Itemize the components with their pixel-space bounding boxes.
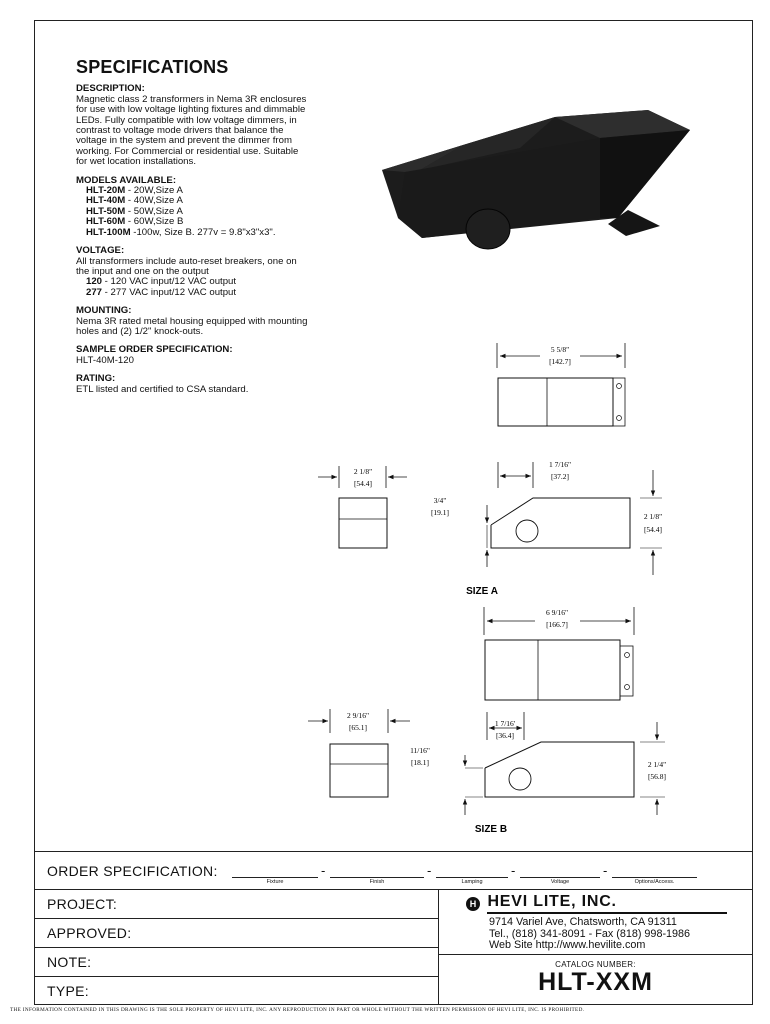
product-render-image — [382, 110, 690, 249]
size-a-end-width-mm: [54.4] — [353, 479, 373, 488]
size-a-height-mm: [54.4] — [643, 525, 663, 534]
size-a-step-height: 3/4" — [433, 496, 447, 505]
company-address: 9714 Variel Ave, Chatsworth, CA 91311 — [489, 916, 677, 928]
legal-footer: THE INFORMATION CONTAINED IN THIS DRAWING IS THE SOLE PROPERTY OF HEVI LITE, INC. ANY REPRODUCTION IN PART OR WHOLE WITHOUT THE WRITTEN PERMISSION OF HEVI LITE, INC. IS PROHIBITED. — [10, 1007, 585, 1013]
project-label: PROJECT: — [47, 896, 118, 912]
voltage-item: 120 - 120 VAC input/12 VAC output — [86, 276, 237, 288]
lamping-caption: Lamping — [461, 879, 483, 885]
catalog-box — [438, 954, 753, 1006]
sample-order-text: HLT-40M-120 — [76, 354, 134, 366]
size-a-end-width: 2 1/8" — [353, 467, 373, 476]
size-b-height: 2 1/4" — [647, 760, 667, 769]
company-name: HEVI LITE, INC. — [487, 893, 727, 914]
options-caption: Options/Access. — [634, 879, 675, 885]
size-b-height-mm: [56.8] — [647, 772, 667, 781]
size-a-slope-length: 1 7/16" — [548, 460, 572, 469]
fixture-caption: Fixture — [266, 879, 284, 885]
company-phone: Tel., (818) 341-8091 - Fax (818) 998-1986 — [489, 927, 691, 940]
hevi-lite-logo-icon: H — [466, 897, 480, 911]
company-block — [466, 893, 746, 952]
type-row[interactable] — [34, 976, 438, 1005]
field-separator: - — [603, 863, 608, 878]
finish-field[interactable] — [330, 863, 424, 885]
size-b-label: SIZE B — [474, 824, 508, 835]
company-website[interactable]: Web Site http://www.hevilite.com — [489, 939, 646, 951]
model-item: HLT-60M - 60W,Size B — [86, 216, 184, 228]
size-a-label: SIZE A — [466, 586, 498, 597]
type-label: TYPE: — [47, 983, 89, 999]
note-row[interactable] — [34, 947, 438, 976]
size-b-top-length: 6 9/16" — [545, 608, 569, 617]
field-separator: - — [511, 863, 516, 878]
size-a-side-view — [487, 462, 662, 575]
mounting-text: Nema 3R rated metal housing equipped with mounting holes and (2) 1/2" knock-outs. — [76, 315, 308, 337]
model-item: HLT-100M -100w, Size B. 277v = 9.8"x3"x3". — [86, 226, 276, 238]
description-heading: DESCRIPTION: — [76, 83, 145, 95]
mounting-heading: MOUNTING: — [76, 305, 132, 317]
catalog-number: HLT-XXM — [538, 968, 653, 996]
sample-order-heading: SAMPLE ORDER SPECIFICATION: — [76, 344, 233, 356]
approved-row[interactable] — [34, 918, 438, 947]
size-b-step-height-mm: [18.1] — [410, 758, 430, 767]
order-spec-row — [34, 851, 753, 889]
catalog-label: CATALOG NUMBER: — [555, 960, 636, 969]
model-item: HLT-50M - 50W,Size A — [86, 205, 183, 217]
order-form — [34, 851, 753, 1005]
size-b-slope-length: 1 7/16' — [494, 719, 516, 728]
size-a-top-length: 5 5/8" — [550, 345, 570, 354]
options-field[interactable] — [612, 863, 697, 885]
voltage-field[interactable] — [520, 863, 600, 885]
field-separator: - — [427, 863, 432, 878]
field-separator: - — [321, 863, 326, 878]
size-b-end-width-mm: [65.1] — [348, 723, 368, 732]
voltage-item: 277 - 277 VAC input/12 VAC output — [86, 286, 237, 298]
size-b-slope-length-mm: [36.4] — [495, 731, 515, 740]
size-a-top-view — [497, 343, 625, 426]
size-b-top-length-mm: [166.7] — [546, 620, 568, 629]
size-a-height: 2 1/8" — [643, 512, 663, 521]
description-text: Magnetic class 2 transformers in Nema 3R enclosures for use with low voltage lighting fixtures and dimmable LEDs. Fully compatible with low voltage dimmers, in contrast to voltage mode drivers that balance the voltage in the system and prevent the dimmer from working. For Commercial or residential use. Suitable for wet location installations. — [76, 93, 307, 168]
fixture-field[interactable] — [232, 863, 318, 885]
lamping-field[interactable] — [436, 863, 508, 885]
voltage-text: All transformers include auto-reset breakers, one on the input and one on the output — [76, 255, 297, 277]
specifications-title: SPECIFICATIONS — [76, 57, 229, 77]
size-b-step-height: 11/16" — [410, 746, 430, 755]
size-a-top-length-mm: [142.7] — [549, 357, 571, 366]
finish-caption: Finish — [369, 879, 385, 885]
models-heading: MODELS AVAILABLE: — [76, 174, 177, 186]
rating-text: ETL listed and certified to CSA standard. — [76, 383, 249, 395]
voltage-caption: Voltage — [550, 879, 570, 885]
model-item: HLT-40M - 40W,Size A — [86, 195, 183, 207]
voltage-heading: VOLTAGE: — [76, 245, 125, 257]
note-label: NOTE: — [47, 954, 92, 970]
size-a-step-height-mm: [19.1] — [430, 508, 450, 517]
order-spec-label: ORDER SPECIFICATION: — [47, 863, 218, 879]
model-item: HLT-20M - 20W,Size A — [86, 185, 183, 197]
size-b-end-width: 2 9/16" — [346, 711, 370, 720]
rating-heading: RATING: — [76, 373, 116, 385]
approved-label: APPROVED: — [47, 925, 132, 941]
size-a-slope-length-mm: [37.2] — [550, 472, 570, 481]
